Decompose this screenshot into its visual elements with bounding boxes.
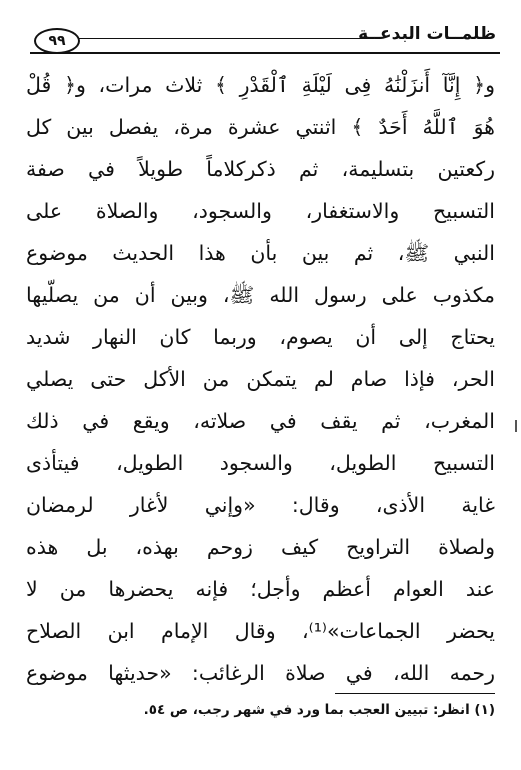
header-divider <box>30 52 500 54</box>
margin-mark <box>515 420 517 432</box>
text-line: رحمه الله، في صلاة الرغائب: «حديثها موضوع <box>26 661 495 685</box>
body-text <box>26 64 495 694</box>
header-rule <box>68 38 372 39</box>
text-line: الحر، فإذا صام لم يتمكن من الأكل حتى يصلي <box>26 367 495 391</box>
text-line: ولصلاة التراويح كيف زوحم بهذه، بل هذه <box>26 535 495 559</box>
footnote-rule <box>335 693 495 694</box>
text-line: يحتاج إلى أن يصوم، وربما كان النهار شديد <box>26 325 495 349</box>
text-line: ركعتين بتسليمة، ثم ذكركلاماً طويلاً في صفة <box>26 157 495 181</box>
text-line: هُوَ ٱللَّهُ أَحَدٌ ﴾ اثنتي عشرة مرة، يفصل بين كل <box>26 115 495 139</box>
text-line: غاية الأذى، وقال: «وإني لأغار لرمضان <box>26 493 495 517</box>
text-line: يحضر الجماعات»⁽¹⁾، وقال الإمام ابن الصلاح <box>26 619 495 643</box>
text-line: التسبيح الطويل، والسجود الطويل، فيتأذى <box>26 451 495 475</box>
running-title: ظلمــات البدعــة <box>358 24 496 44</box>
text-line: عند العوام أعظم وأجل؛ فإنه يحضرها من لا <box>26 577 495 601</box>
footnote: (١) انظر: تبيين العجب بما ورد في شهر رجب، ص ٥٤. <box>143 702 495 718</box>
text-line: و﴿ إِنَّآ أَنزَلْنَٰهُ فِى لَيْلَةِ ٱلْقَدْرِ ﴾ ثلاث مرات، و﴿ قُلْ <box>26 73 495 97</box>
page-header <box>30 22 500 56</box>
text-line: مكذوب على رسول الله ﷺ، وبين أن من يصلّيها <box>26 283 495 307</box>
text-line: المغرب، ثم يقف في صلاته، ويقع في ذلك <box>26 409 495 433</box>
text-line: النبي ﷺ، ثم بين بأن هذا الحديث موضوع <box>26 241 495 265</box>
text-line: التسبيح والاستغفار، والسجود، والصلاة على <box>26 199 495 223</box>
page-number: ٩٩ <box>34 28 80 54</box>
